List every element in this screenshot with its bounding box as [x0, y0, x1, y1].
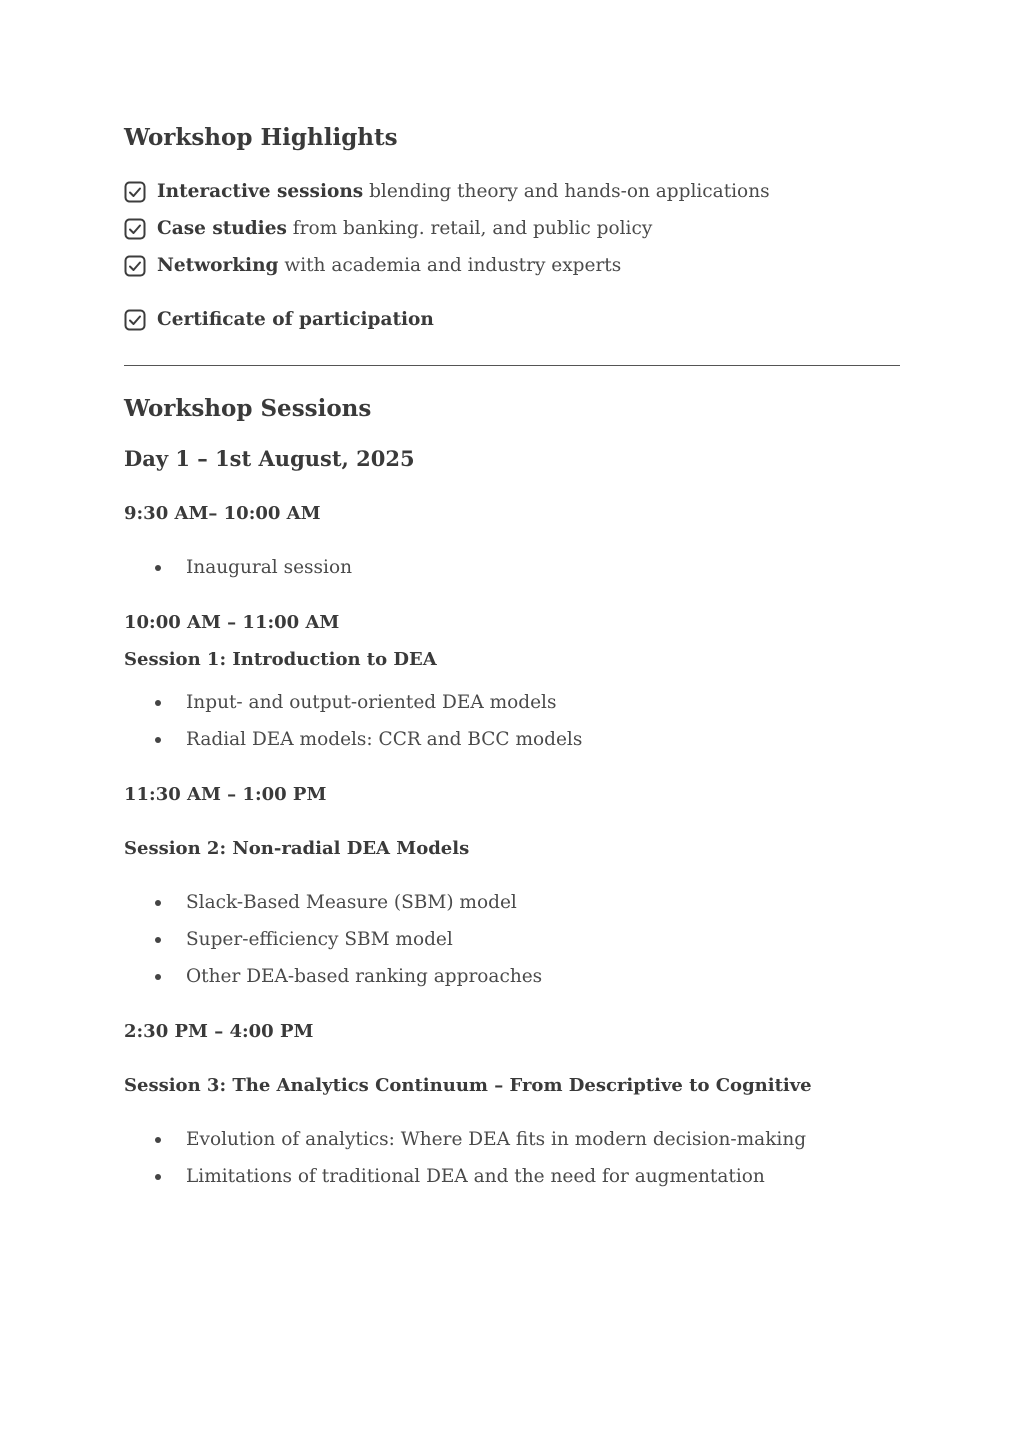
bullet-icon	[155, 1137, 161, 1143]
session-time: 2:30 PM – 4:00 PM	[124, 1021, 314, 1042]
bullet-icon	[155, 974, 161, 980]
bullet-icon	[155, 937, 161, 943]
session-time: 11:30 AM – 1:00 PM	[124, 784, 327, 805]
highlight-text: from banking. retail, and public policy	[286, 217, 653, 239]
session-time: 10:00 AM – 11:00 AM	[124, 612, 340, 633]
highlight-item	[124, 255, 621, 277]
highlight-bold: Interactive sessions	[157, 180, 364, 202]
highlight-item	[124, 218, 652, 240]
list-item	[155, 968, 542, 987]
list-item	[155, 559, 352, 578]
highlight-bold: Certificate of participation	[157, 308, 434, 330]
section-divider	[124, 365, 900, 366]
bullet-icon	[155, 737, 161, 743]
day-heading: Day 1 – 1st August, 2025	[124, 446, 415, 471]
checkbox-checked-icon	[124, 218, 146, 240]
list-item-text: Radial DEA models: CCR and BCC models	[186, 729, 583, 750]
list-item-text: Inaugural session	[186, 557, 352, 578]
bullet-icon	[155, 565, 161, 571]
highlight-item	[124, 181, 770, 203]
highlight-text: blending theory and hands-on applications	[363, 180, 770, 202]
session-title: Session 2: Non-radial DEA Models	[124, 838, 470, 859]
list-item-text: Limitations of traditional DEA and the need for augmentation	[186, 1166, 765, 1187]
checkbox-checked-icon	[124, 309, 146, 331]
list-item-text: Super-efficiency SBM model	[186, 929, 453, 950]
highlight-item	[124, 309, 434, 331]
bullet-icon	[155, 900, 161, 906]
sessions-heading: Workshop Sessions	[124, 395, 372, 422]
list-item-text: Input- and output-oriented DEA models	[186, 692, 557, 713]
checkbox-checked-icon	[124, 181, 146, 203]
list-item	[155, 1168, 765, 1187]
list-item	[155, 731, 582, 750]
session-title: Session 3: The Analytics Continuum – From Descriptive to Cognitive	[124, 1075, 812, 1096]
list-item	[155, 694, 556, 713]
checkbox-checked-icon	[124, 255, 146, 277]
bullet-icon	[155, 700, 161, 706]
highlight-bold: Case studies	[157, 217, 287, 239]
list-item-text: Slack-Based Measure (SBM) model	[186, 892, 517, 913]
highlight-text: with academia and industry experts	[278, 254, 622, 276]
bullet-icon	[155, 1174, 161, 1180]
list-item	[155, 931, 453, 950]
highlights-heading: Workshop Highlights	[124, 124, 398, 151]
highlight-bold: Networking	[157, 254, 279, 276]
session-time: 9:30 AM– 10:00 AM	[124, 503, 321, 524]
list-item-text: Other DEA-based ranking approaches	[186, 966, 543, 987]
list-item-text: Evolution of analytics: Where DEA fits in modern decision-making	[186, 1129, 807, 1150]
list-item	[155, 894, 517, 913]
list-item	[155, 1131, 806, 1150]
session-title: Session 1: Introduction to DEA	[124, 649, 437, 670]
